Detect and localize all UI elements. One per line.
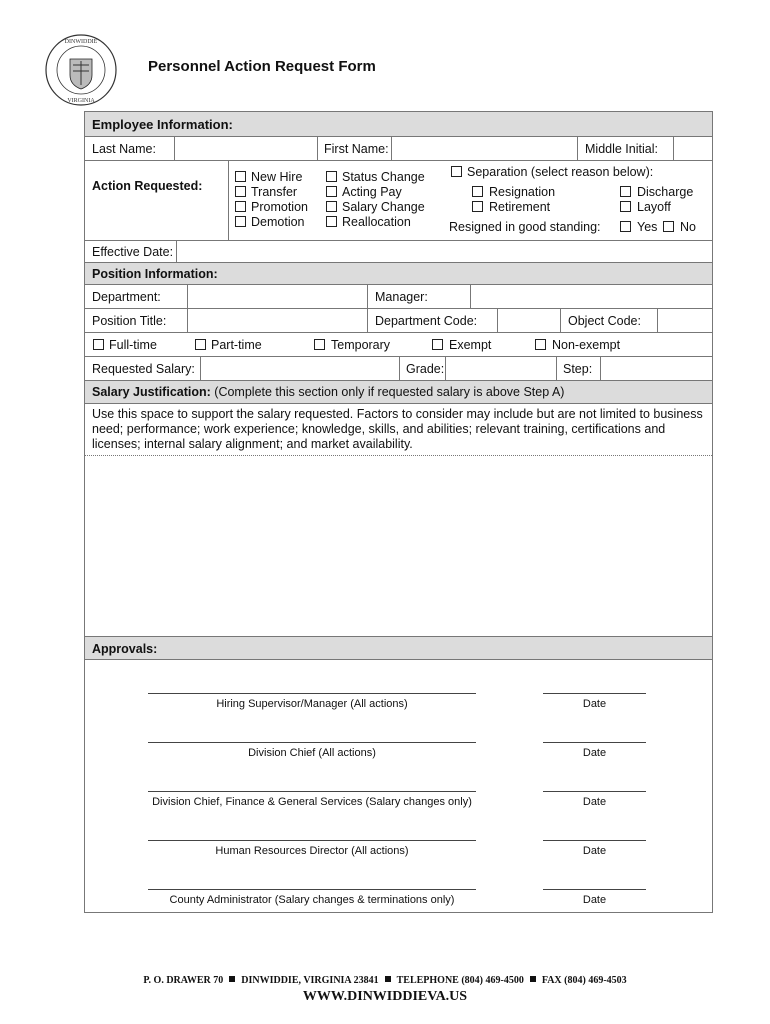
employee-section-header bbox=[85, 112, 712, 137]
date-caption: Date bbox=[582, 747, 607, 759]
separation-label: Separation (select reason below): bbox=[467, 165, 654, 179]
footer-city: DINWIDDIE, VIRGINIA 23841 bbox=[241, 975, 379, 986]
acting-pay-label: Acting Pay bbox=[342, 185, 402, 199]
date-caption: Date bbox=[582, 698, 607, 710]
good-standing-no-label: No bbox=[680, 220, 696, 234]
effective-date-field[interactable] bbox=[177, 241, 712, 262]
good-standing-yes-label: Yes bbox=[637, 220, 658, 234]
position-title-field[interactable] bbox=[188, 309, 368, 332]
grade-label: Grade: bbox=[406, 362, 445, 376]
separation-checkbox[interactable] bbox=[451, 166, 462, 177]
middle-initial-field[interactable] bbox=[674, 137, 712, 160]
signature-line[interactable] bbox=[148, 840, 476, 841]
employment-type-row bbox=[85, 333, 712, 357]
object-code-field[interactable] bbox=[658, 309, 712, 332]
approvals-title: Approvals: bbox=[92, 642, 158, 656]
signature-line[interactable] bbox=[148, 889, 476, 890]
footer-contact bbox=[0, 975, 770, 986]
retirement-label: Retirement bbox=[489, 200, 551, 214]
department-code-label: Department Code: bbox=[375, 314, 478, 328]
non-exempt-label: Non-exempt bbox=[552, 338, 621, 352]
action-requested-label: Action Requested: bbox=[92, 179, 203, 193]
department-field[interactable] bbox=[188, 285, 368, 308]
justification-instructions bbox=[85, 404, 712, 456]
new-hire-checkbox[interactable] bbox=[235, 171, 246, 182]
date-caption: Date bbox=[582, 845, 607, 857]
svg-text:DINWIDDIE: DINWIDDIE bbox=[64, 39, 98, 45]
non-exempt-checkbox[interactable] bbox=[535, 339, 546, 350]
bullet-square-icon bbox=[229, 976, 235, 982]
signature-line[interactable] bbox=[148, 693, 476, 694]
status-change-label: Status Change bbox=[342, 170, 425, 184]
layoff-label: Layoff bbox=[637, 200, 671, 214]
promotion-label: Promotion bbox=[251, 200, 308, 214]
signature-line[interactable] bbox=[148, 791, 476, 792]
date-caption: Date bbox=[582, 894, 607, 906]
step-label: Step: bbox=[563, 362, 593, 376]
signer-caption: Division Chief, Finance & General Services (Salary changes only) bbox=[152, 796, 472, 808]
grade-field[interactable] bbox=[446, 357, 557, 380]
demotion-label: Demotion bbox=[251, 215, 305, 229]
employee-section-title: Employee Information: bbox=[92, 117, 233, 132]
justification-heading-line bbox=[92, 385, 564, 399]
first-name-label: First Name: bbox=[324, 142, 389, 156]
position-section-title: Position Information: bbox=[92, 267, 218, 281]
signer-caption: County Administrator (Salary changes & terminations only) bbox=[169, 894, 455, 906]
discharge-label: Discharge bbox=[637, 185, 694, 199]
temporary-checkbox[interactable] bbox=[314, 339, 325, 350]
footer-address: P. O. DRAWER 70 bbox=[143, 975, 224, 986]
part-time-label: Part-time bbox=[211, 338, 262, 352]
full-time-label: Full-time bbox=[109, 338, 157, 352]
layoff-checkbox[interactable] bbox=[620, 201, 631, 212]
footer-telephone: TELEPHONE (804) 469-4500 bbox=[396, 975, 524, 986]
date-line[interactable] bbox=[543, 742, 646, 743]
manager-field[interactable] bbox=[471, 285, 712, 308]
date-line[interactable] bbox=[543, 693, 646, 694]
acting-pay-checkbox[interactable] bbox=[326, 186, 337, 197]
date-line[interactable] bbox=[543, 840, 646, 841]
salary-row bbox=[85, 357, 712, 381]
transfer-label: Transfer bbox=[251, 185, 298, 199]
svg-text:VIRGINIA: VIRGINIA bbox=[67, 98, 95, 104]
position-section-header bbox=[85, 263, 712, 285]
new-hire-label: New Hire bbox=[251, 170, 303, 184]
transfer-checkbox[interactable] bbox=[235, 186, 246, 197]
department-row bbox=[85, 285, 712, 309]
good-standing-no-checkbox[interactable] bbox=[663, 221, 674, 232]
signer-caption: Hiring Supervisor/Manager (All actions) bbox=[216, 698, 408, 710]
bullet-square-icon bbox=[385, 976, 391, 982]
justification-body: Use this space to support the salary requested. Factors to consider may include but are not limited to business need; performance; work experience; knowledge, skills, and abilities; relevant training, certifications and licenses; internal salary alignment; and market availability. bbox=[92, 407, 703, 451]
requested-salary-label: Requested Salary: bbox=[92, 362, 195, 376]
good-standing-yes-checkbox[interactable] bbox=[620, 221, 631, 232]
last-name-label: Last Name: bbox=[92, 142, 156, 156]
first-name-field[interactable] bbox=[392, 137, 578, 160]
effective-date-row bbox=[85, 241, 712, 263]
requested-salary-field[interactable] bbox=[201, 357, 400, 380]
exempt-checkbox[interactable] bbox=[432, 339, 443, 350]
approvals-header bbox=[85, 637, 712, 660]
justification-note: (Complete this section only if requested salary is above Step A) bbox=[214, 385, 565, 399]
retirement-checkbox[interactable] bbox=[472, 201, 483, 212]
resignation-label: Resignation bbox=[489, 185, 556, 199]
reallocation-label: Reallocation bbox=[342, 215, 411, 229]
date-caption: Date bbox=[582, 796, 607, 808]
step-field[interactable] bbox=[601, 357, 712, 380]
demotion-checkbox[interactable] bbox=[235, 216, 246, 227]
footer-fax: FAX (804) 469-4503 bbox=[541, 975, 627, 986]
full-time-checkbox[interactable] bbox=[93, 339, 104, 350]
date-line[interactable] bbox=[543, 791, 646, 792]
name-row bbox=[85, 137, 712, 161]
page-title: Personnel Action Request Form bbox=[148, 58, 376, 75]
position-title-row bbox=[85, 309, 712, 333]
action-requested-row bbox=[85, 161, 712, 241]
reallocation-checkbox[interactable] bbox=[326, 216, 337, 227]
effective-date-label: Effective Date: bbox=[92, 245, 174, 259]
department-code-field[interactable] bbox=[498, 309, 561, 332]
salary-change-label: Salary Change bbox=[342, 200, 425, 214]
object-code-label: Object Code: bbox=[568, 314, 641, 328]
signer-caption: Division Chief (All actions) bbox=[248, 747, 376, 759]
promotion-checkbox[interactable] bbox=[235, 201, 246, 212]
footer-website[interactable]: WWW.DINWIDDIEVA.US bbox=[302, 989, 468, 1004]
date-line[interactable] bbox=[543, 889, 646, 890]
good-standing-label: Resigned in good standing: bbox=[449, 220, 601, 234]
county-seal-logo bbox=[44, 33, 118, 107]
bullet-square-icon bbox=[530, 976, 536, 982]
justification-header bbox=[85, 381, 712, 404]
signer-caption: Human Resources Director (All actions) bbox=[215, 845, 409, 857]
personnel-action-form bbox=[84, 111, 713, 913]
discharge-checkbox[interactable] bbox=[620, 186, 631, 197]
resignation-checkbox[interactable] bbox=[472, 186, 483, 197]
signature-line[interactable] bbox=[148, 742, 476, 743]
last-name-field[interactable] bbox=[175, 137, 318, 160]
justification-text-area[interactable] bbox=[85, 456, 712, 637]
justification-heading: Salary Justification: bbox=[92, 385, 211, 399]
manager-label: Manager: bbox=[375, 290, 428, 304]
status-change-checkbox[interactable] bbox=[326, 171, 337, 182]
temporary-label: Temporary bbox=[331, 338, 391, 352]
middle-initial-label: Middle Initial: bbox=[585, 142, 658, 156]
part-time-checkbox[interactable] bbox=[195, 339, 206, 350]
position-title-label: Position Title: bbox=[92, 314, 167, 328]
exempt-label: Exempt bbox=[449, 338, 492, 352]
salary-change-checkbox[interactable] bbox=[326, 201, 337, 212]
department-label: Department: bbox=[92, 290, 161, 304]
